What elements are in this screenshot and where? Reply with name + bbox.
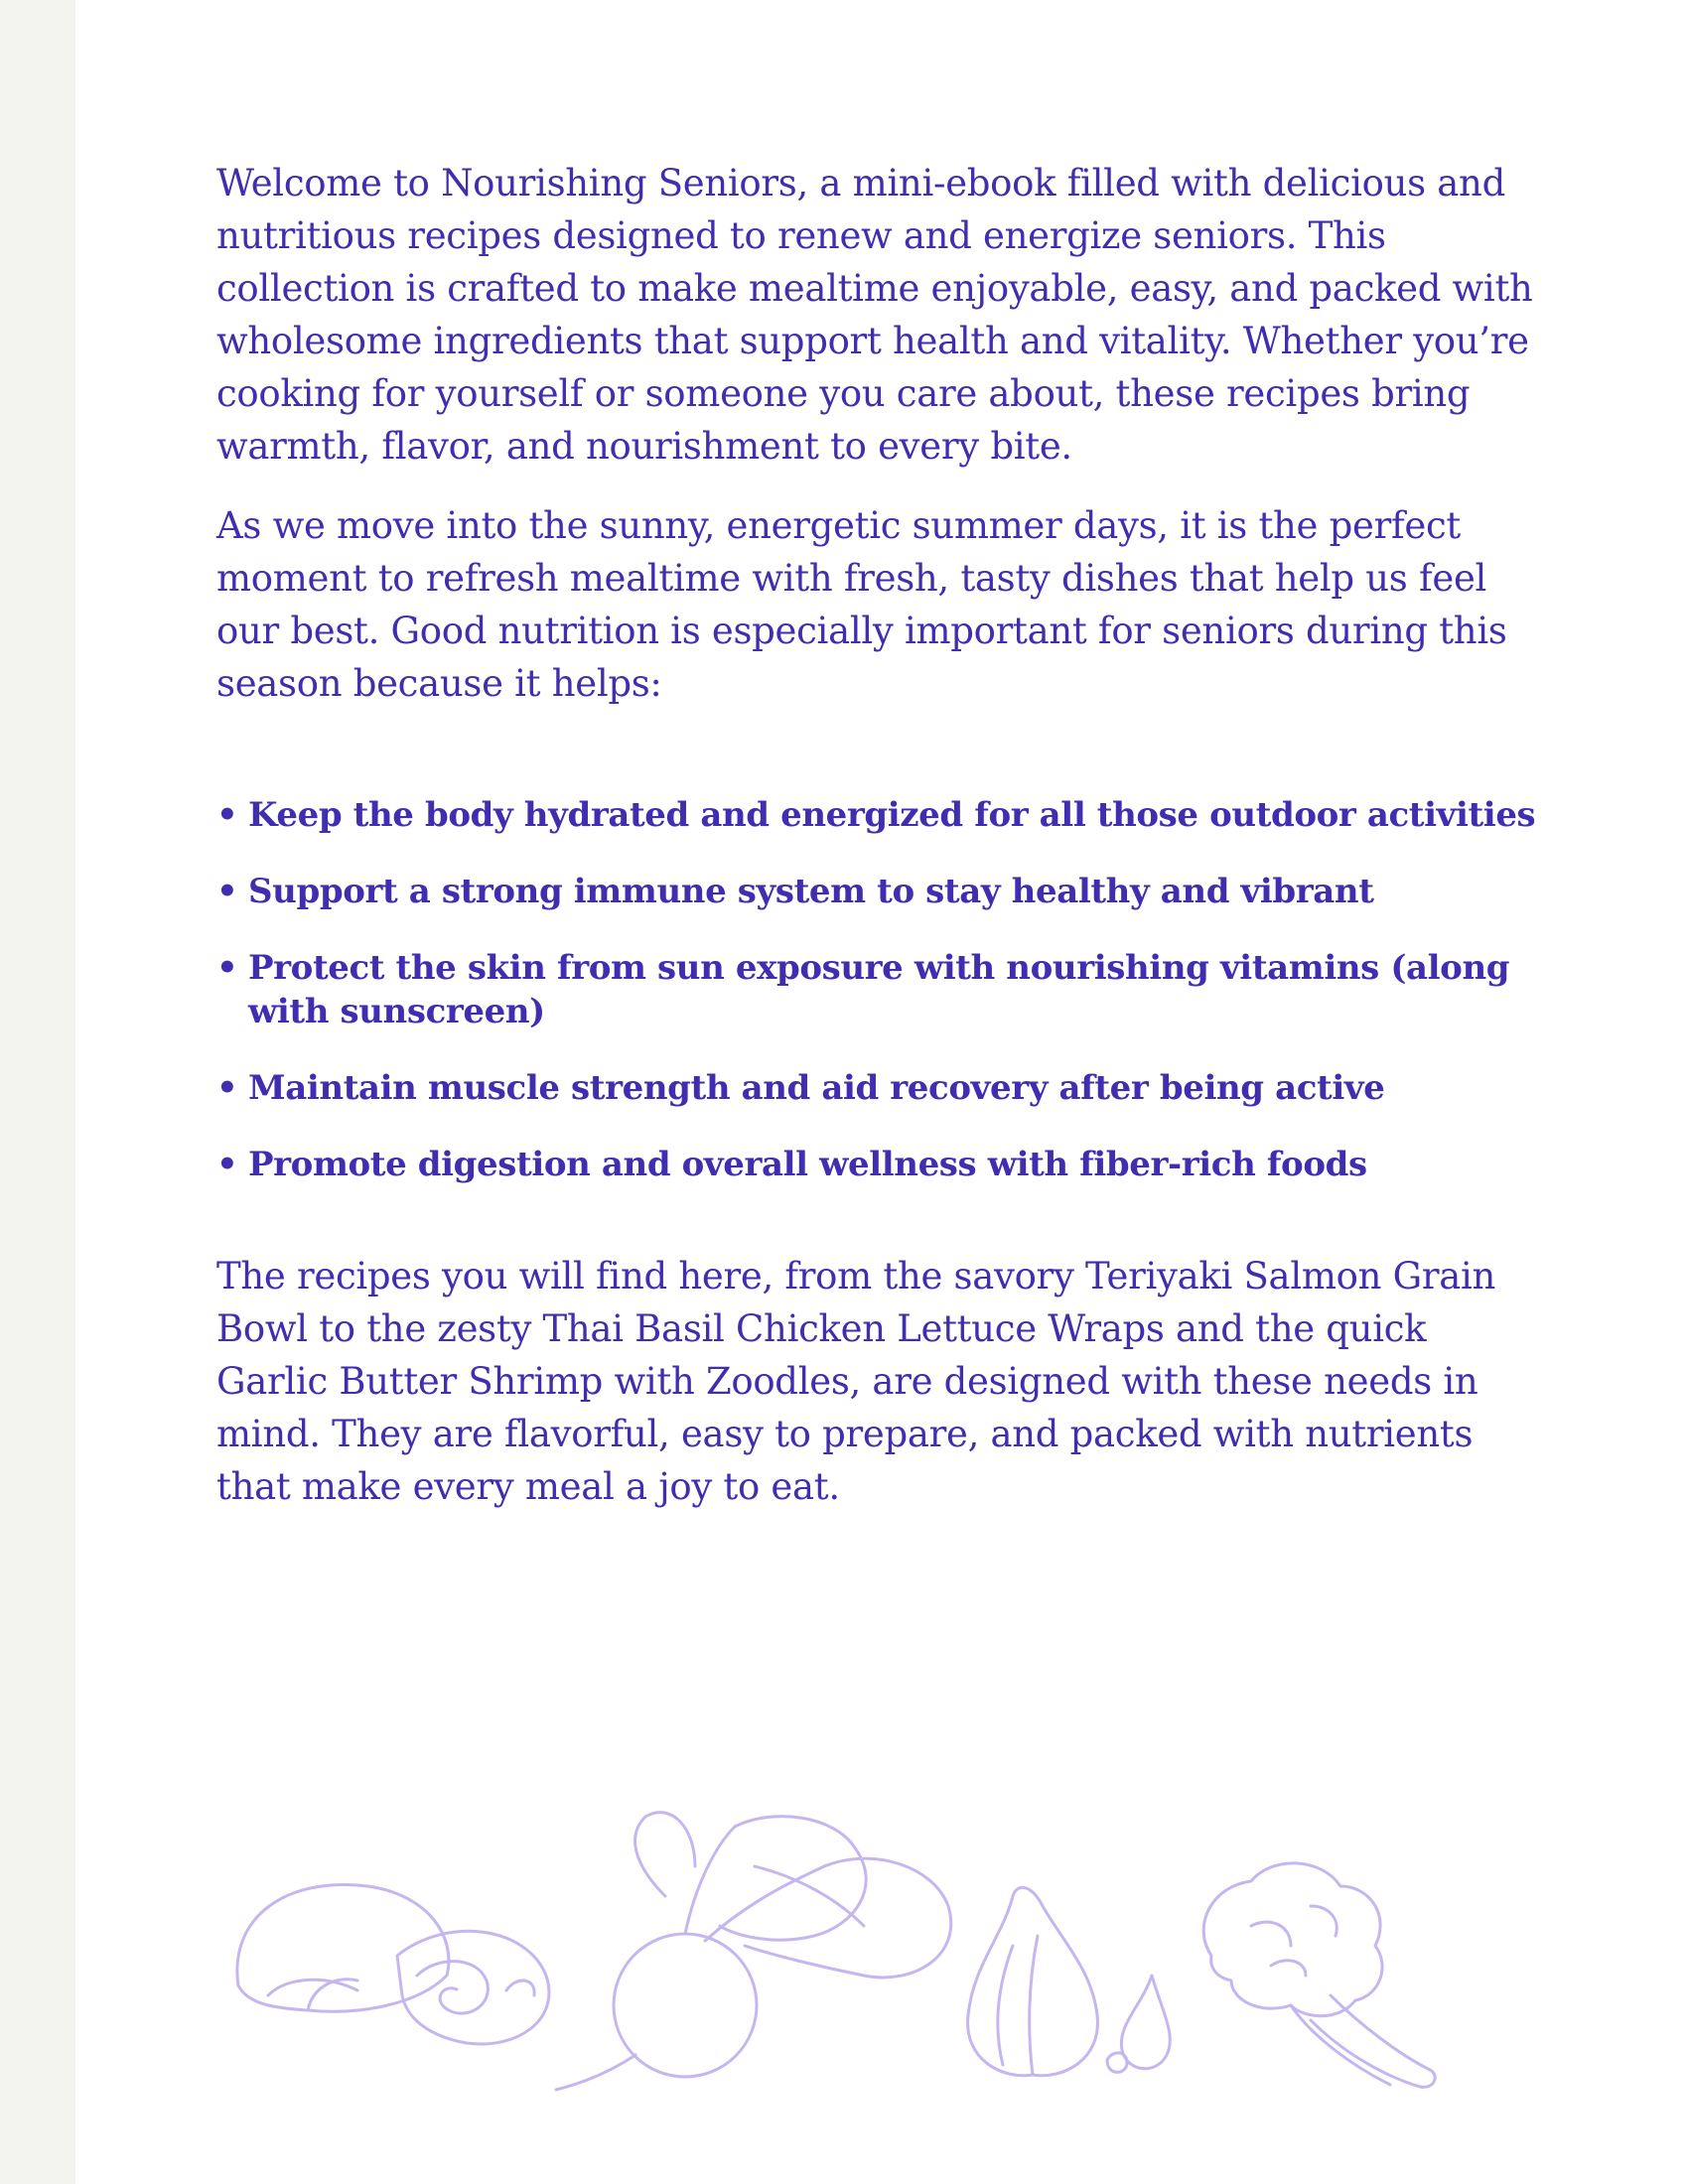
bullet-icon: • — [216, 872, 238, 911]
mushroom-icon — [237, 1884, 549, 2044]
beet-icon — [556, 1813, 951, 2090]
list-item-text: Protect the skin from sun exposure with nourishing vitamins (along with sunscreen) — [248, 948, 1510, 1031]
bullet-icon: • — [216, 948, 238, 988]
list-item — [216, 870, 1537, 913]
cauliflower-icon — [1203, 1863, 1435, 2088]
benefits-list — [216, 793, 1537, 1186]
list-item — [216, 1143, 1537, 1186]
intro-paragraph: Welcome to Nourishing Seniors, a mini-ebook filled with delicious and nutritious recipes designed to renew and energize seniors. This collection is crafted to make mealtime enjoyable, easy, and packed with wholesome ingredients that support health and vitality. Whether you’re cooking for yourself or someone you care about, these recipes bring warmth, flavor, and nourishment to every bite. — [216, 162, 1533, 468]
list-item — [216, 793, 1537, 837]
list-item-text: Promote digestion and overall wellness with fiber-rich foods — [248, 1145, 1367, 1184]
bullet-icon: • — [216, 1145, 238, 1184]
list-item — [216, 1066, 1537, 1110]
left-margin-band — [0, 0, 75, 2184]
garlic-icon — [968, 1887, 1171, 2075]
vegetable-illustrations — [218, 1807, 1569, 2105]
page-content — [216, 157, 1537, 1513]
outro-section — [216, 1250, 1537, 1513]
list-item — [216, 946, 1537, 1033]
intro-section — [216, 157, 1537, 710]
intro-paragraph: As we move into the sunny, energetic summer days, it is the perfect moment to refresh mealtime with fresh, tasty dishes that help us feel our best. Good nutrition is especially important for seniors during this season because it helps: — [216, 504, 1507, 705]
list-item-text: Keep the body hydrated and energized for all those outdoor activities — [248, 795, 1536, 835]
list-item-text: Maintain muscle strength and aid recovery after being active — [248, 1068, 1385, 1108]
bullet-icon: • — [216, 1068, 238, 1108]
list-item-text: Support a strong immune system to stay healthy and vibrant — [248, 872, 1374, 911]
outro-paragraph: The recipes you will find here, from the savory Teriyaki Salmon Grain Bowl to the zesty Thai Basil Chicken Lettuce Wraps and the quick Garlic Butter Shrimp with Zoodles, are designed with these needs in mind. They are flavorful, easy to prepare, and packed with nutrients that make every meal a joy to eat. — [216, 1255, 1496, 1508]
bullet-icon: • — [216, 795, 238, 835]
